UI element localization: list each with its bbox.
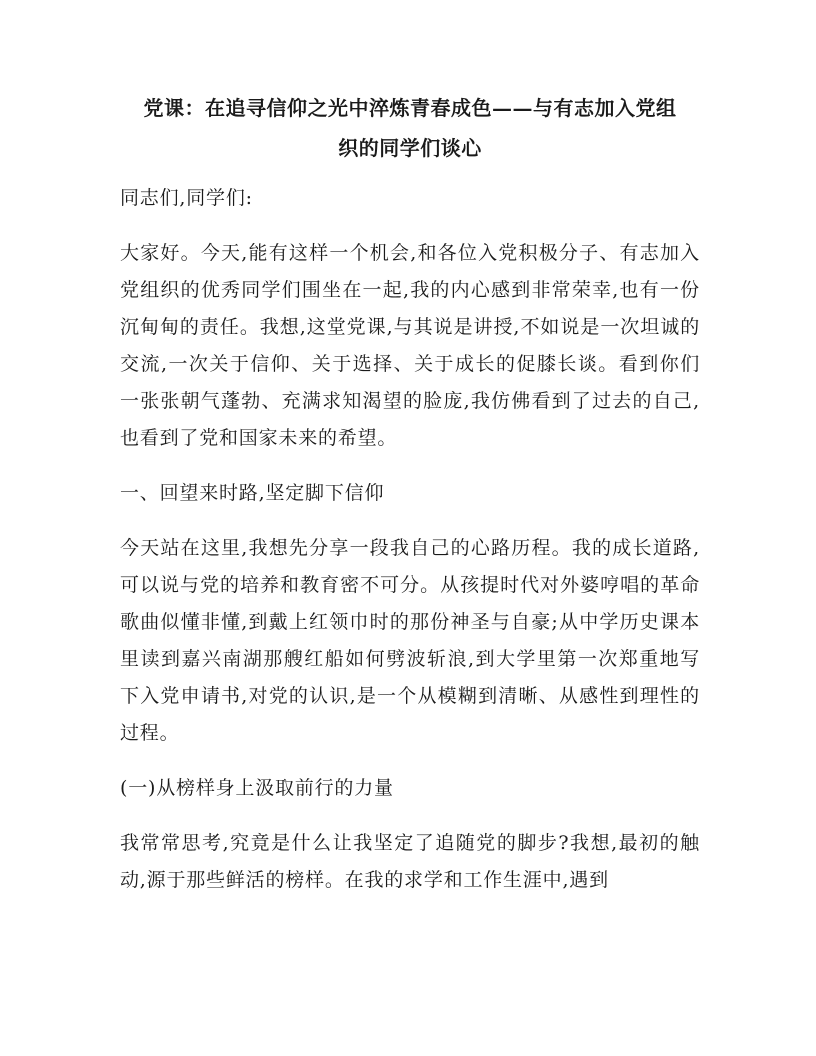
document-title: [120, 88, 700, 168]
paragraph-intro: 大家好。今天,能有这样一个机会,和各位入党积极分子、有志加入党组织的优秀同学们围坐在一起,我的内心感到非常荣幸,也有一份沉甸甸的责任。我想,这堂党课,与其说是讲授,不如说是一次坦诚的交流,一次关于信仰、关于选择、关于成长的促膝长谈。看到你们一张张朝气蓬勃、充满求知渴望的脸庞,我仿佛看到了过去的自己,也看到了党和国家未来的希望。: [120, 242, 700, 449]
document-page: [120, 88, 700, 917]
section-heading-1: 一、回望来时路,坚定脚下信仰: [120, 482, 385, 504]
paragraph-journey: 今天站在这里,我想先分享一段我自己的心路历程。我的成长道路,可以说与党的培养和教育密不可分。从孩提时代对外婆哼唱的革命歌曲似懂非懂,到戴上红领巾时的那份神圣与自豪;从中学历史课本里读到嘉兴南湖那艘红船如何劈波斩浪,到大学里第一次郑重地写下入党申请书,对党的认识,是一个从模糊到清晰、从感性到理性的过程。: [120, 537, 700, 744]
title-line-2: 织的同学们谈心: [338, 136, 482, 160]
subsection-heading-1: (一)从榜样身上汲取前行的力量: [120, 777, 394, 799]
greeting: 同志们,同学们:: [120, 187, 253, 209]
title-line-1: 党课：在追寻信仰之光中淬炼青春成色——与有志加入党组: [143, 96, 677, 120]
paragraph-role-models: 我常常思考,究竟是什么让我坚定了追随党的脚步?我想,最初的触动,源于那些鲜活的榜样。在我的求学和工作生涯中,遇到: [120, 832, 700, 891]
